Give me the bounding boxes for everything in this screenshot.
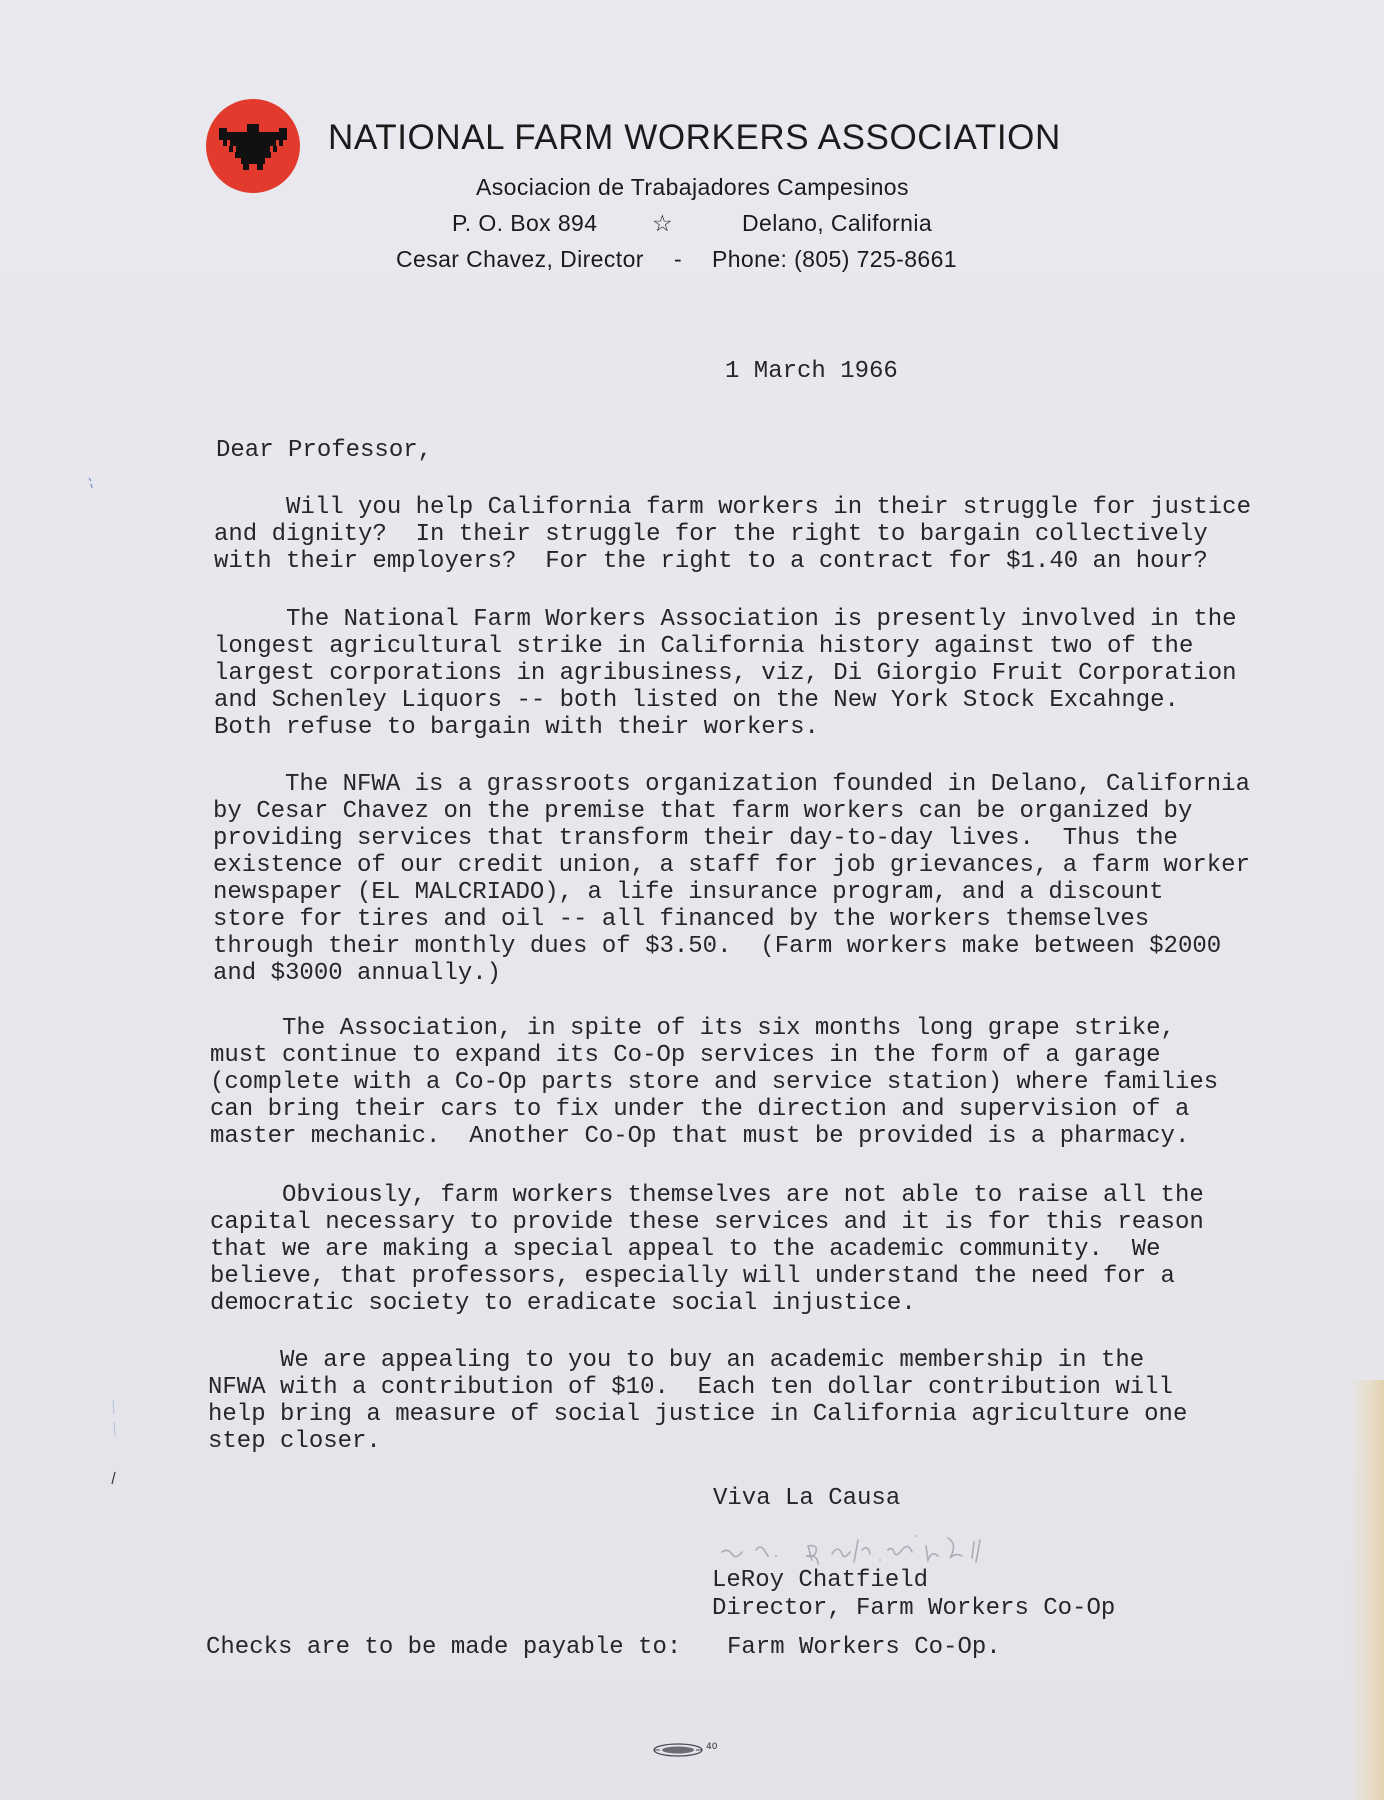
paragraph-line: NFWA with a contribution of $10. Each ten dollar contribution will [208, 1374, 1173, 1401]
paragraph-line: through their monthly dues of $3.50. (Farm workers make between $2000 [213, 933, 1222, 960]
city: Delano, California [742, 210, 933, 236]
paragraph-line: capital necessary to provide these services and it is for this reason [210, 1209, 1204, 1236]
paragraph-line: by Cesar Chavez on the premise that farm workers can be organized by [213, 798, 1193, 825]
paper-speck [86, 476, 96, 492]
paragraph [210, 1182, 1204, 1317]
paragraph-line: Will you help California farm workers in their struggle for justice [214, 494, 1251, 521]
director: Cesar Chavez, Director [396, 246, 644, 272]
paragraph-line: master mechanic. Another Co-Op that must be provided is a pharmacy. [210, 1123, 1190, 1150]
paragraph [213, 771, 1250, 987]
paper-speck [110, 1398, 118, 1440]
paragraph-line: The Association, in spite of its six months long grape strike, [210, 1015, 1175, 1042]
paragraph [210, 1015, 1218, 1150]
checks-payee: Farm Workers Co-Op. [727, 1634, 1001, 1661]
paragraph [214, 494, 1251, 575]
star-icon: ☆ [652, 210, 674, 236]
org-name-spanish: Asociacion de Trabajadores Campesinos [476, 174, 909, 200]
checks-label: Checks are to be made payable to: [206, 1634, 682, 1661]
letter-date: 1 March 1966 [725, 358, 898, 385]
paragraph-line: store for tires and oil -- all financed by the workers themselves [213, 906, 1150, 933]
paragraph-line: providing services that transform their day-to-day lives. Thus the [213, 825, 1178, 852]
paragraph-line: and Schenley Liquors -- both listed on the New York Stock Excahnge. [214, 687, 1179, 714]
paragraph-line: existence of our credit union, a staff for job grievances, a farm worker [213, 852, 1250, 879]
paragraph [214, 606, 1237, 741]
paragraph-line: Both refuse to bargain with their workers. [214, 714, 819, 741]
signature [712, 1520, 1072, 1572]
union-bug-number: 40 [706, 1742, 718, 1752]
separator-dash: - [674, 246, 683, 272]
paragraph-line: We are appealing to you to buy an academic membership in the [208, 1347, 1145, 1374]
paragraph-line: longest agricultural strike in California history against two of the [214, 633, 1194, 660]
org-name: NATIONAL FARM WORKERS ASSOCIATION [328, 118, 1061, 157]
paragraph-line: democratic society to eradicate social injustice. [210, 1290, 916, 1317]
paragraph-line: and $3000 annually.) [213, 960, 502, 987]
paragraph-line: The NFWA is a grassroots organization founded in Delano, California [213, 771, 1250, 798]
paragraph-line: with their employers? For the right to a contract for $1.40 an hour? [214, 548, 1208, 575]
paragraph-line: must continue to expand its Co-Op services in the form of a garage [210, 1042, 1161, 1069]
paragraph-line: and dignity? In their struggle for the right to bargain collectively [214, 521, 1208, 548]
signer-title: Director, Farm Workers Co-Op [712, 1595, 1116, 1622]
paragraph-line: that we are making a special appeal to the academic community. We [210, 1236, 1161, 1263]
closing: Viva La Causa [713, 1485, 901, 1512]
paragraph-line: can bring their cars to fix under the direction and supervision of a [210, 1096, 1190, 1123]
aztec-eagle-icon [205, 98, 301, 194]
paragraph-line: The National Farm Workers Association is presently involved in the [214, 606, 1237, 633]
signer-name: LeRoy Chatfield [712, 1567, 929, 1594]
paragraph-line: (complete with a Co-Op parts store and service station) where families [210, 1069, 1219, 1096]
paragraph-line: Obviously, farm workers themselves are not able to raise all the [210, 1182, 1204, 1209]
paragraph-line: step closer. [208, 1428, 381, 1455]
paper-stain [1350, 1380, 1384, 1800]
paragraph-line: newspaper (EL MALCRIADO), a life insurance program, and a discount [213, 879, 1164, 906]
paragraph-line: believe, that professors, especially will understand the need for a [210, 1263, 1175, 1290]
paragraph [208, 1347, 1187, 1455]
paragraph-line: largest corporations in agribusiness, viz, Di Giorgio Fruit Corporation [214, 660, 1237, 687]
po-box: P. O. Box 894 [452, 210, 598, 236]
paragraph-line: help bring a measure of social justice in California agriculture one [208, 1401, 1188, 1428]
phone: Phone: (805) 725-8661 [712, 246, 957, 272]
salutation: Dear Professor, [216, 437, 433, 464]
paper-speck [110, 1470, 118, 1486]
